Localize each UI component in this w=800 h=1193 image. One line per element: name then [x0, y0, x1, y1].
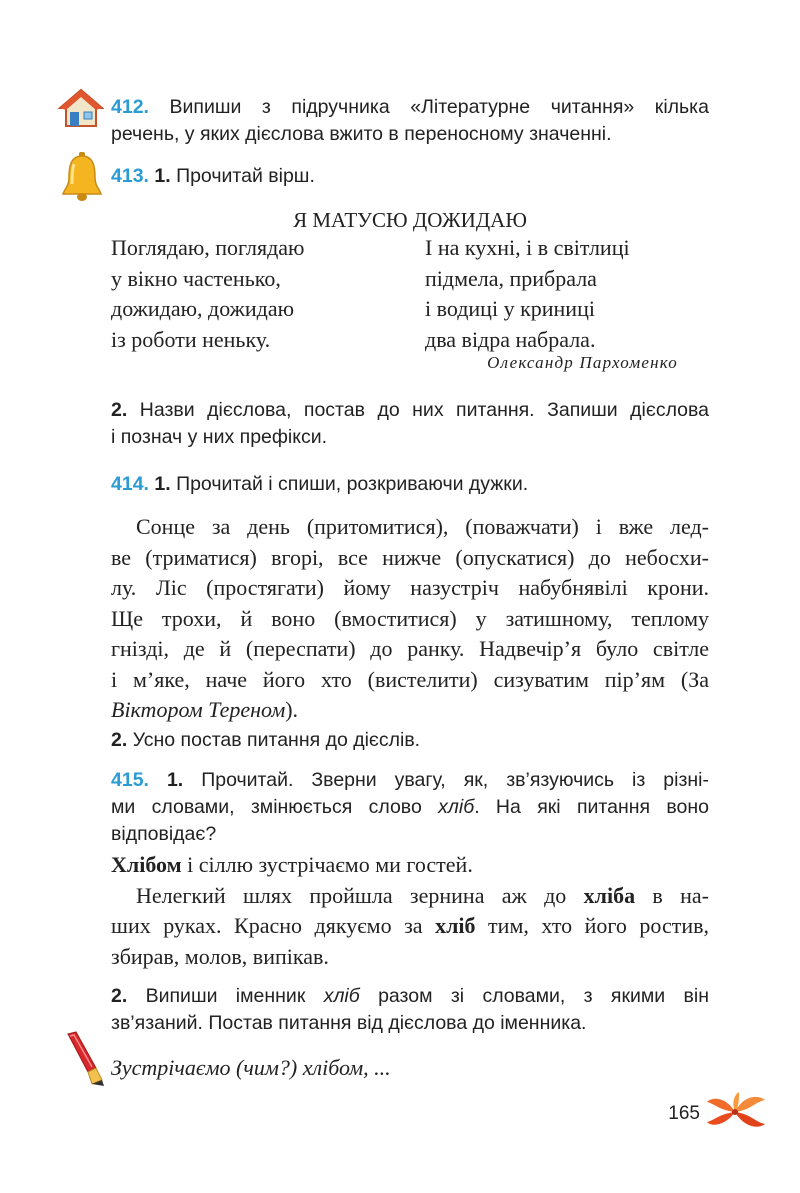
task-text: речень, у яких дієслова вжито в переносному значенні.: [111, 123, 612, 145]
exercise-415-task1: 415. 1. Прочитай. Зверни увагу, як, зв’язуючись із різні- ми словами, змінюється слово хліб. На які питання воно відповідає?: [111, 767, 709, 848]
poem-line: два відра набрала.: [425, 326, 596, 352]
bold-word: хліба: [583, 882, 636, 908]
poem-title: Я МАТУСЮ ДОЖИДАЮ: [293, 208, 527, 232]
subtask-number: 2.: [111, 985, 128, 1007]
task-text: відповідає?: [111, 823, 217, 845]
subtask-number: 1.: [154, 473, 171, 495]
text-line: і м’яке, наче його хто (вистелити) сизуватим пір’ям (За: [111, 666, 709, 692]
exercise-414-header: [111, 471, 709, 498]
task-text: Назви дієслова, постав до них питання. Запиши дієслова: [139, 399, 710, 421]
poem-line: Поглядаю, поглядаю: [111, 235, 305, 260]
text-line: збирав, молов, випікав.: [111, 943, 329, 969]
text-line: Ще трохи, й воно (вмоститися) у затишному, теплому: [111, 605, 709, 631]
page-number: 165: [668, 1103, 700, 1124]
word-khlib: хліб: [438, 796, 475, 818]
exercise-number: 412.: [111, 96, 149, 118]
task-text: Прочитай і спиши, розкриваючи дужки.: [176, 473, 529, 495]
subtask-number: 1.: [166, 769, 184, 791]
exercise-number: 415.: [111, 769, 149, 791]
exercise-413-task2: [111, 397, 709, 451]
bell-icon: [60, 150, 104, 202]
poem-line: із роботи неньку.: [111, 326, 271, 352]
word-khlib: хліб: [323, 985, 360, 1007]
poem-line: І на кухні, і в світлиці: [425, 235, 630, 260]
exercise-412: [111, 94, 709, 148]
exercise-415-task2: 2. Випиши іменник хліб разом зі словами, з якими він зв’язаний. Постав питання від дієслова до іменника.: [111, 983, 709, 1037]
leaf-ornament-icon: [705, 1092, 767, 1132]
text-line: лу. Ліс (простягати) йому назустріч набубнявілі крони.: [111, 575, 709, 600]
poem-line: у вікно частенько,: [111, 265, 281, 291]
poem-line: підмела, прибрала: [425, 265, 597, 291]
task-text: Усно постав питання до дієслів.: [132, 729, 421, 751]
example-answer: Зустрічаємо (чим?) хлібом, ...: [111, 1055, 391, 1080]
exercise-415-text: Хлібом і сіллю зустрічаємо ми гостей. Нелегкий шлях пройшла зернина аж до хліба в на- ших руках. Красно дякуємо за хліб тим, хто його ростив, збирав, молов, випікав.: [111, 850, 709, 972]
bold-word: хліб: [435, 913, 476, 938]
text-line: Сонце за день (притомитися), (поважчати) і вже лед-: [136, 514, 709, 539]
pen-icon: [62, 1030, 108, 1088]
subtask-number: 1.: [154, 165, 171, 187]
task-text: і познач у них префікси.: [111, 426, 328, 448]
poem-line: дожидаю, дожидаю: [111, 296, 295, 321]
subtask-number: 2.: [111, 729, 128, 751]
task-text: зв’язаний. Постав питання від дієслова до іменника.: [111, 1012, 587, 1034]
house-icon: [58, 88, 104, 128]
task-text: Прочитай. Зверни увагу, як, зв’язуючись із різні-: [201, 769, 710, 791]
exercise-414-text: Сонце за день (притомитися), (поважчати) і вже лед- ве (триматися) вгорі, все нижче (опускатися) до небосхи- лу. Ліс (простягати) йому назустріч набубнявілі крони. Ще трохи, й воно (вмоститися) у затишному, теплому гнізді, де й (переспати) до ранку. Надвечір’я було світле і м’яке, наче його хто (вистелити) сизуватим пір’ям (За Віктором Тереном).: [111, 514, 709, 722]
poem-right-column: [425, 233, 715, 355]
exercise-413-header: [111, 163, 709, 190]
poem-left-column: [111, 233, 411, 355]
exercise-number: 414.: [111, 473, 149, 495]
bold-word: Хлібом: [111, 852, 182, 877]
text-line: гнізді, де й (переспати) до ранку. Надвечір’я було світле: [111, 636, 709, 661]
text-line: ве (триматися) вгорі, все нижче (опускатися) до небосхи-: [111, 544, 709, 570]
exercise-number: 413.: [111, 165, 149, 187]
poem-line: і водиці у криниці: [425, 296, 595, 321]
exercise-414-task2: [111, 727, 709, 754]
task-text: Прочитай вірш.: [176, 165, 315, 187]
author-name: Віктором Тереном: [111, 697, 286, 722]
subtask-number: 2.: [111, 399, 128, 421]
poem-author: Олександр Пархоменко: [487, 353, 678, 372]
task-text: Випиши з підручника «Літературне читання» кілька: [169, 96, 709, 118]
